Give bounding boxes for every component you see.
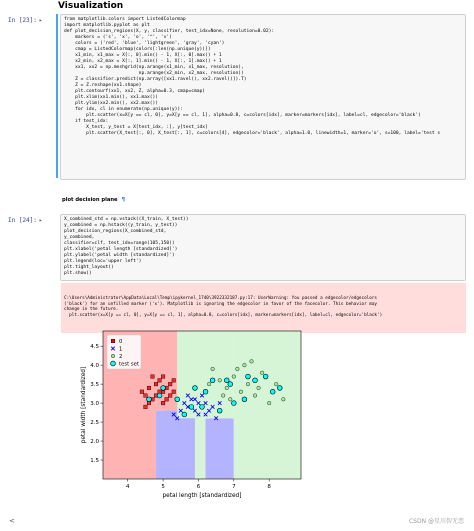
point-test-set bbox=[200, 404, 205, 409]
point-class-2 bbox=[239, 390, 243, 394]
point-test-set bbox=[147, 397, 152, 402]
point-class-2 bbox=[274, 382, 278, 386]
code-line: plt.scatter(X_test[:, 0], X_test[:, 1], c=colors[4], edgecolor='black', alpha=1.0, linewidth=1, marker='o', s=100, label='test s bbox=[64, 131, 441, 136]
x-tick-label: 4 bbox=[126, 484, 130, 490]
legend-label: 2 bbox=[119, 354, 123, 360]
code-line: for idx, cl in enumerate(np.unique(y)): bbox=[64, 107, 183, 112]
point-test-set bbox=[270, 389, 275, 394]
point-class-0 bbox=[161, 401, 165, 405]
code-editor[interactable] bbox=[60, 14, 466, 180]
decision-region-class-2 bbox=[195, 418, 206, 479]
point-test-set bbox=[217, 408, 222, 413]
code-line: np.arange(x2_min, x2_max, resolution)) bbox=[64, 71, 244, 76]
code-line: X_test, y_test = X[test_idx, :], y[test_idx] bbox=[64, 125, 208, 130]
point-test-set bbox=[277, 386, 282, 391]
x-axis-label: petal length [standardized] bbox=[162, 493, 242, 499]
legend-marker-2 bbox=[111, 354, 115, 358]
point-class-0 bbox=[144, 405, 148, 409]
collapse-arrow-icon[interactable]: < bbox=[9, 517, 15, 525]
code-line: plt.legend(loc='upper left') bbox=[64, 259, 142, 264]
code-line: plot_decision_regions(X_combined_std, bbox=[64, 229, 167, 234]
point-class-2 bbox=[267, 401, 271, 405]
code-line: markers = ('s', 'x', 'o', '^', 'v') bbox=[64, 35, 172, 40]
point-class-0 bbox=[151, 375, 155, 379]
code-line: plt.xlim(xx1.min(), xx1.max()) bbox=[64, 95, 159, 100]
y-axis-label: petal width [standardized] bbox=[81, 366, 87, 444]
point-class-2 bbox=[236, 367, 240, 371]
point-class-2 bbox=[232, 375, 236, 379]
output-plot bbox=[61, 327, 311, 512]
stderr-warning bbox=[61, 283, 466, 333]
legend-marker-test bbox=[111, 361, 116, 366]
point-class-2 bbox=[257, 386, 261, 390]
x-tick-label: 5 bbox=[161, 484, 165, 490]
run-marker-icon[interactable]: ▸ bbox=[38, 17, 43, 24]
point-test-set bbox=[175, 397, 180, 402]
code-lines bbox=[61, 15, 465, 137]
x-tick-label: 6 bbox=[196, 484, 201, 490]
code-line: y_combined, bbox=[64, 235, 95, 240]
point-class-0 bbox=[144, 394, 148, 398]
code-line: if test_idx: bbox=[64, 119, 109, 124]
warning-line: plt.scatter(x=X[y == cl, 0], y=X[y == cl, 1], alpha=0.8, c=colors[idx], marker=markers[idx], label=cl, edgecolor='black') bbox=[64, 312, 383, 318]
point-class-0 bbox=[168, 394, 172, 398]
code-cell-23[interactable] bbox=[8, 14, 466, 184]
y-tick-label: 1.5 bbox=[90, 457, 99, 464]
point-class-2 bbox=[260, 371, 264, 375]
y-tick-label: 2.5 bbox=[90, 419, 99, 426]
point-class-2 bbox=[253, 394, 257, 398]
point-class-0 bbox=[154, 382, 158, 386]
warning-line: ('black') for an unfilled marker ('x'). Matplotlib is ignoring the edgecolor in favor of the facecolor. This behavior may bbox=[64, 301, 378, 307]
point-class-2 bbox=[225, 386, 229, 390]
markdown-heading-text: plot decision plane bbox=[62, 197, 118, 203]
code-line: xx1, xx2 = np.meshgrid(np.arange(x1_min, x1_max, resolution), bbox=[64, 65, 244, 70]
point-class-0 bbox=[172, 390, 176, 394]
prompt-label: In [23]: bbox=[8, 17, 37, 24]
point-class-0 bbox=[168, 382, 172, 386]
y-tick-label: 2.0 bbox=[90, 438, 99, 445]
point-class-0 bbox=[140, 390, 144, 394]
y-tick-label: 4.0 bbox=[90, 362, 99, 369]
prompt-label: In [24]: bbox=[8, 217, 37, 224]
code-line: plt.scatter(x=X[y == cl, 0], y=X[y == cl, 1], alpha=0.8, c=colors[idx], marker=markers[idx], label=cl, edgecolor='black') bbox=[64, 113, 421, 118]
warning-lines bbox=[64, 296, 463, 318]
point-class-2 bbox=[243, 363, 247, 367]
point-class-0 bbox=[147, 386, 151, 390]
code-line: plt.xlabel('petal length [standardized]') bbox=[64, 247, 178, 252]
warning-line: change in the future. bbox=[64, 307, 119, 312]
anchor-link[interactable]: ¶ bbox=[121, 197, 125, 203]
point-class-0 bbox=[165, 398, 169, 402]
point-class-2 bbox=[207, 382, 211, 386]
x-tick-label: 8 bbox=[267, 484, 271, 490]
code-line: y_combined = np.hstack((y_train, y_test)) bbox=[64, 223, 178, 228]
point-test-set bbox=[242, 397, 247, 402]
point-test-set bbox=[224, 378, 229, 383]
code-line: x2_min, x2_max = X[:, 1].min() - 1, X[:, 1].max() + 1 bbox=[64, 59, 222, 64]
watermark: CSDN @星川智无恋 bbox=[408, 518, 464, 525]
code-line: cmap = ListedColormap(colors[:len(np.unique(y))]) bbox=[64, 47, 211, 52]
point-class-2 bbox=[221, 394, 225, 398]
point-class-2 bbox=[246, 382, 250, 386]
y-tick-label: 4.5 bbox=[90, 343, 99, 350]
code-line: X_combined_std = np.vstack((X_train, X_test)) bbox=[64, 217, 189, 222]
point-test-set bbox=[253, 378, 258, 383]
cell-prompt bbox=[8, 17, 52, 24]
point-class-2 bbox=[250, 360, 254, 364]
code-line: Z = Z.reshape(xx1.shape) bbox=[64, 83, 142, 88]
code-line: import matplotlib.pyplot as plt bbox=[64, 23, 150, 28]
code-line: plt.ylim(xx2.min(), xx2.max()) bbox=[64, 101, 159, 106]
point-test-set bbox=[182, 412, 187, 417]
point-test-set bbox=[228, 382, 233, 387]
point-class-2 bbox=[228, 398, 232, 402]
point-test-set bbox=[203, 389, 208, 394]
legend-label: 1 bbox=[119, 346, 123, 353]
code-line: plt.show() bbox=[64, 271, 92, 276]
cell-prompt bbox=[8, 217, 52, 224]
point-test-set bbox=[157, 393, 162, 398]
decision-region-class-2 bbox=[177, 331, 234, 418]
point-class-0 bbox=[158, 379, 162, 383]
point-test-set bbox=[246, 374, 251, 379]
code-lines bbox=[61, 215, 465, 277]
point-test-set bbox=[189, 404, 194, 409]
point-test-set bbox=[210, 378, 215, 383]
point-test-set bbox=[231, 401, 236, 406]
run-marker-icon[interactable]: ▸ bbox=[38, 217, 43, 224]
code-line: def plot_decision_regions(X, y, classifier, test_idx=None, resolution=0.02): bbox=[64, 29, 275, 34]
legend-label: 0 bbox=[119, 339, 123, 345]
code-line: plt.ylabel('petal width [standardized]') bbox=[64, 253, 175, 258]
code-line: plt.contourf(xx1, xx2, Z, alpha=0.3, cmap=cmap) bbox=[64, 89, 206, 94]
decision-region-chart bbox=[61, 327, 311, 512]
y-tick-label: 3.5 bbox=[90, 381, 99, 388]
decision-region-class-1 bbox=[206, 418, 234, 479]
x-tick-label: 7 bbox=[232, 484, 236, 490]
code-line: colors = ('red', 'blue', 'lightgreen', 'gray', 'cyan') bbox=[64, 41, 225, 46]
point-test-set bbox=[263, 374, 268, 379]
point-class-0 bbox=[172, 379, 176, 383]
point-test-set bbox=[193, 386, 198, 391]
y-tick-label: 3.0 bbox=[90, 400, 99, 407]
code-line: Z = classifier.predict(np.array([xx1.ravel(), xx2.ravel()]).T) bbox=[64, 77, 247, 82]
point-test-set bbox=[161, 386, 166, 391]
code-line: classifier=clf, test_idx=range(105,150)) bbox=[64, 241, 175, 246]
warning-line: C:\Users\Administrator\AppData\Local\Temp\ipykernel_1740\3922332187.py:17: UserWarning: You passed a edgecolor/edgecolors bbox=[64, 296, 378, 301]
selected-cell-indicator bbox=[56, 14, 58, 178]
legend-marker-0 bbox=[111, 339, 115, 343]
decision-region-class-2 bbox=[234, 331, 301, 479]
code-line: plt.tight_layout() bbox=[64, 265, 114, 270]
point-class-2 bbox=[218, 379, 222, 383]
code-line: x1_min, x1_max = X[:, 0].min() - 1, X[:, 0].max() + 1 bbox=[64, 53, 222, 58]
code-cell-24[interactable] bbox=[8, 214, 466, 284]
code-line: from matplotlib.colors import ListedColormap bbox=[64, 17, 186, 22]
section-heading: Visualization bbox=[58, 1, 124, 11]
point-class-0 bbox=[161, 375, 165, 379]
code-editor[interactable] bbox=[60, 214, 466, 281]
point-class-2 bbox=[211, 367, 215, 371]
point-class-2 bbox=[282, 398, 286, 402]
legend-label: test set bbox=[119, 361, 139, 368]
markdown-heading bbox=[62, 197, 125, 203]
